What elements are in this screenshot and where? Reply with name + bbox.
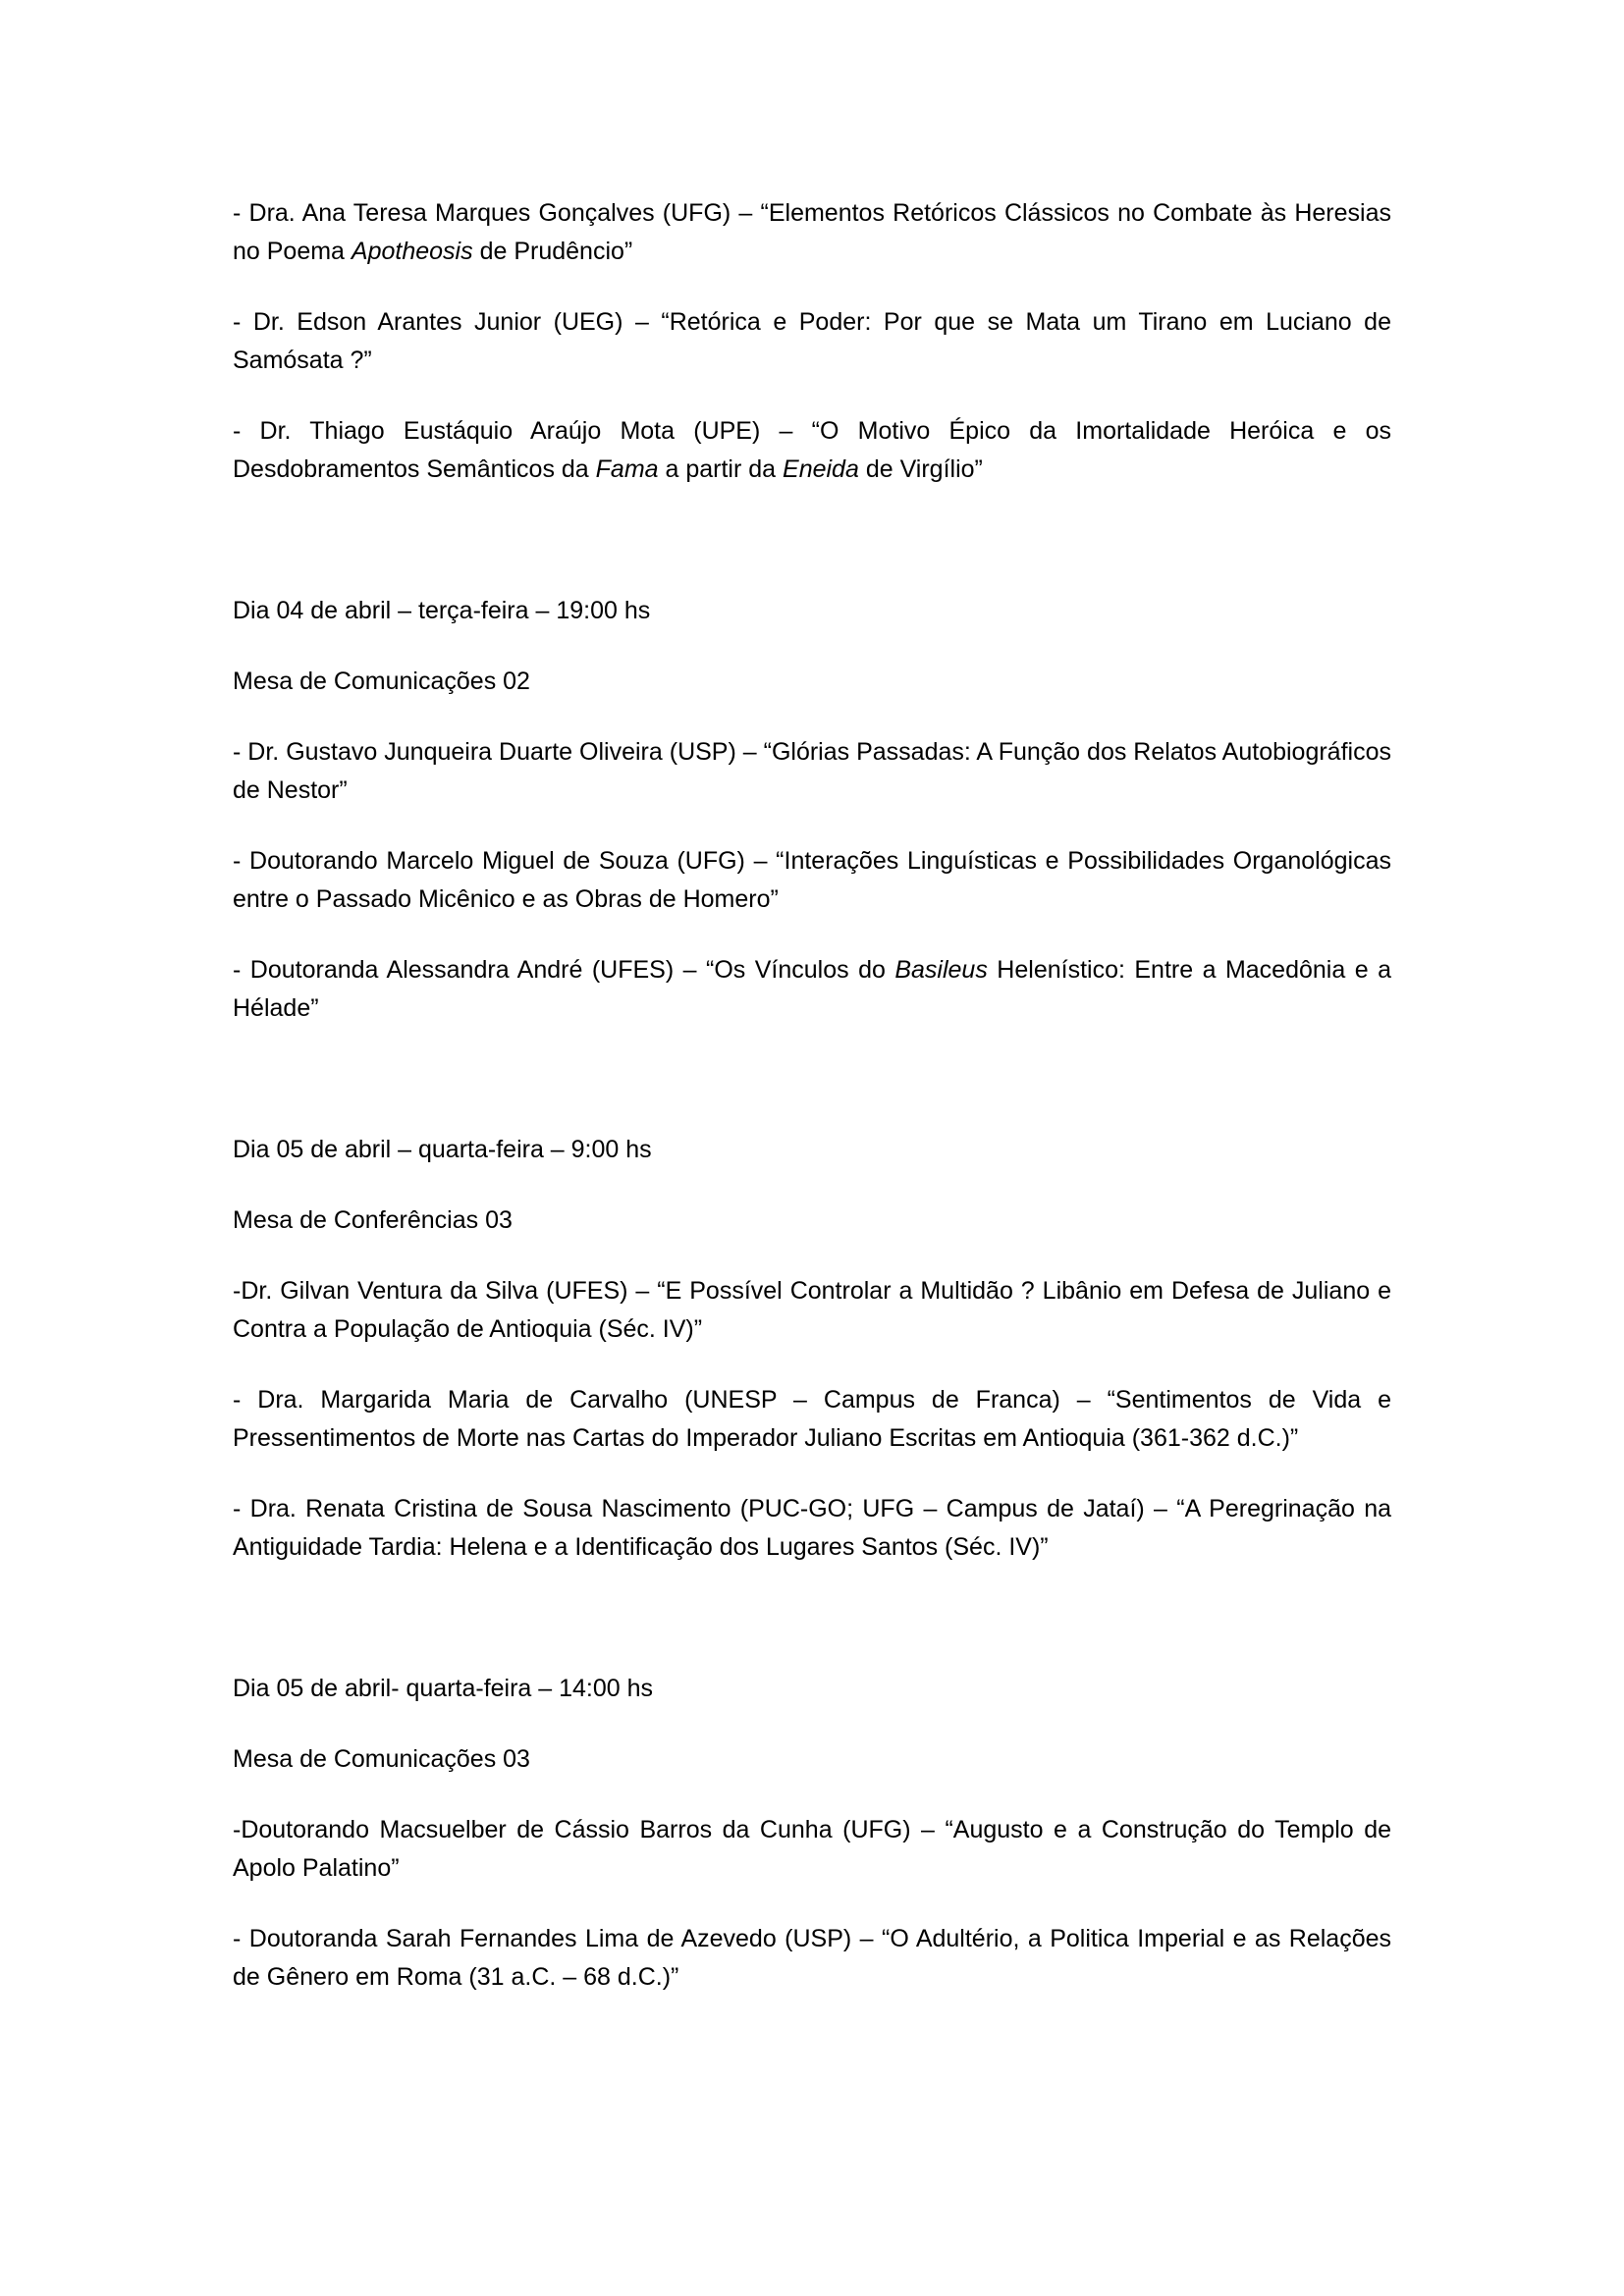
paper-entry	[233, 412, 1391, 489]
paper-entry	[233, 194, 1391, 271]
text-segment: - Dra. Ana Teresa Marques Gonçalves (UFG) – “Elementos Retóricos Clássicos no Combate às Heresias no Poema	[233, 199, 1391, 265]
text-segment: - Doutoranda Alessandra André (UFES) – “Os Vínculos do	[233, 956, 895, 984]
text-segment: -Doutorando Macsuelber de Cássio Barros da Cunha (UFG) – “Augusto e a Construção do Templo de Apolo Palatino”	[233, 1816, 1391, 1882]
paper-entry	[233, 951, 1391, 1028]
text-segment: de Virgílio”	[858, 455, 983, 483]
session-date-heading: Dia 04 de abril – terça-feira – 19:00 hs	[233, 597, 651, 624]
italic-work-title: Basileus	[894, 956, 988, 984]
paper-entry	[233, 1920, 1391, 1997]
text-segment: - Doutoranda Sarah Fernandes Lima de Azevedo (USP) – “O Adultério, a Politica Imperial e as Relações de Gênero em Roma (31 a.C. – 68 d.C.)”	[233, 1925, 1391, 1991]
sessions-list	[233, 521, 1391, 1997]
text-segment: - Dra. Margarida Maria de Carvalho (UNESP – Campus de Franca) – “Sentimentos de Vida e Pressentimentos de Morte nas Cartas do Imperador Juliano Escritas em Antioquia (361-362 d.C.)”	[233, 1386, 1391, 1452]
intro-papers-list	[233, 194, 1391, 489]
text-segment: -Dr. Gilvan Ventura da Silva (UFES) – “E Possível Controlar a Multidão ? Libânio em Defesa de Juliano e Contra a População de Antioquia (Séc. IV)”	[233, 1277, 1391, 1343]
text-segment: Helenístico: Entre a Macedônia e a Hélade”	[233, 956, 1391, 1022]
session-table-heading: Mesa de Conferências 03	[233, 1206, 513, 1234]
text-segment: - Doutorando Marcelo Miguel de Souza (UFG) – “Interações Linguísticas e Possibilidades Organológicas entre o Passado Micênico e as Obras de Homero”	[233, 847, 1391, 913]
session-table-heading: Mesa de Comunicações 02	[233, 667, 530, 695]
paper-entry	[233, 1381, 1391, 1458]
text-segment: - Dra. Renata Cristina de Sousa Nascimento (PUC-GO; UFG – Campus de Jataí) – “A Peregrinação na Antiguidade Tardia: Helena e a Identificação dos Lugares Santos (Séc. IV)”	[233, 1495, 1391, 1561]
section-break	[233, 1060, 1391, 1098]
italic-work-title: Eneida	[783, 455, 859, 483]
text-segment: - Dr. Gustavo Junqueira Duarte Oliveira (USP) – “Glórias Passadas: A Função dos Relatos Autobiográficos de Nestor”	[233, 738, 1391, 804]
paper-entry	[233, 1811, 1391, 1888]
paper-entry	[233, 303, 1391, 380]
paper-entry	[233, 1490, 1391, 1567]
session-table-heading: Mesa de Comunicações 03	[233, 1745, 530, 1773]
section-break	[233, 1599, 1391, 1637]
text-segment: a partir da	[658, 455, 784, 483]
paper-entry	[233, 842, 1391, 919]
text-segment: de Prudêncio”	[472, 238, 633, 265]
section-break	[233, 521, 1391, 560]
text-segment: - Dr. Thiago Eustáquio Araújo Mota (UPE) – “O Motivo Épico da Imortalidade Heróica e os Desdobramentos Semânticos da	[233, 417, 1391, 483]
session-date-heading: Dia 05 de abril- quarta-feira – 14:00 hs	[233, 1675, 654, 1702]
text-segment: - Dr. Edson Arantes Junior (UEG) – “Retórica e Poder: Por que se Mata um Tirano em Luciano de Samósata ?”	[233, 308, 1391, 374]
session-date-heading: Dia 05 de abril – quarta-feira – 9:00 hs	[233, 1136, 652, 1163]
italic-work-title: Fama	[595, 455, 659, 483]
italic-work-title: Apotheosis	[351, 238, 473, 265]
paper-entry	[233, 1272, 1391, 1349]
paper-entry	[233, 733, 1391, 810]
